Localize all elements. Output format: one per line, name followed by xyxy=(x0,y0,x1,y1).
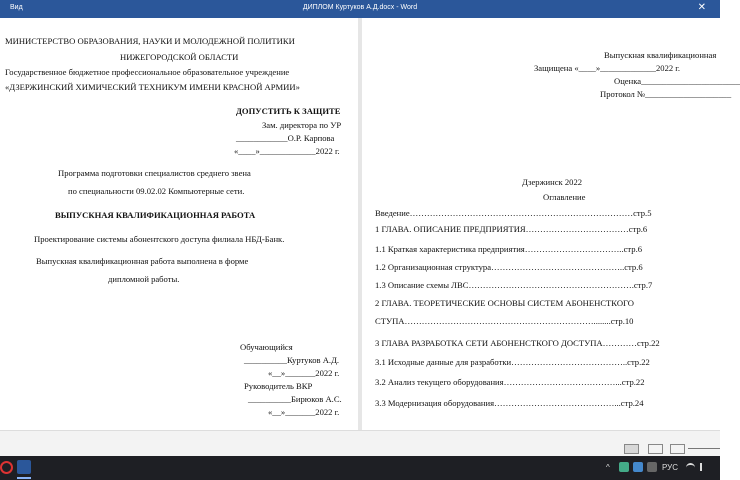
status-bar xyxy=(0,430,720,457)
toc-entry: 3.2 Анализ текущего оборудования…………………………………...стр.22 xyxy=(375,377,645,387)
word-app-icon[interactable] xyxy=(17,460,31,474)
recorder-icon[interactable] xyxy=(0,461,13,474)
toc-entry: 3 ГЛАВА РАЗРАБОТКА СЕТИ АБОНЕНСТКОГО ДОСТУПА…………стр.22 xyxy=(375,338,660,348)
toc-entry: 2 ГЛАВА. ТЕОРЕТИЧЕСКИЕ ОСНОВЫ СИСТЕМ АБОНЕНСТКОГО xyxy=(375,298,634,308)
web-layout-icon[interactable] xyxy=(670,444,685,454)
page-title-sheet[interactable] xyxy=(0,18,358,430)
grade-field: Оценка_______________________ xyxy=(614,76,740,86)
deputy-signature: ____________О.Р. Карпова xyxy=(236,133,335,143)
toc-entry: 1.3 Описание схемы ЛВС………………………………………………….стр.7 xyxy=(375,280,653,290)
chevron-up-icon[interactable]: ^ xyxy=(606,463,610,472)
institution-type: Государственное бюджетное профессиональное образовательное учреждение xyxy=(5,67,290,77)
institution-name: «ДЗЕРЖИНСКИЙ ХИМИЧЕСКИЙ ТЕХНИКУМ ИМЕНИ КРАСНОЙ АРМИИ» xyxy=(5,82,300,92)
deputy-position: Зам. директора по УР xyxy=(262,120,342,130)
supervisor-signature: __________Бирюков А.С. xyxy=(248,394,342,404)
toc-entry: 1.1 Краткая характеристика предприятия……………………………..стр.6 xyxy=(375,244,643,254)
read-mode-icon[interactable] xyxy=(624,444,639,454)
tray-app-icon[interactable] xyxy=(619,462,629,472)
form-line2: дипломной работы. xyxy=(108,274,180,284)
student-label: Обучающийся xyxy=(240,342,293,352)
active-app-indicator xyxy=(17,477,31,479)
print-layout-icon[interactable] xyxy=(648,444,663,454)
wifi-icon[interactable] xyxy=(686,463,695,472)
student-signature: __________Куртуков А.Д. xyxy=(244,355,340,365)
supervisor-label: Руководитель ВКР xyxy=(244,381,313,391)
document-title: ДИПЛОМ Куртуков А.Д.docx - Word xyxy=(302,4,418,11)
header-title: Выпускная квалификационная xyxy=(604,50,717,60)
tray-app-icon[interactable] xyxy=(647,462,657,472)
tray-app-icon[interactable] xyxy=(633,462,643,472)
form-line1: Выпускная квалификационная работа выполнена в форме xyxy=(36,256,249,266)
toc-entry: 3.3 Модернизация оборудования……………………………………...стр.24 xyxy=(375,398,644,408)
toc-entry: Введение……………………………………………………………………стр.5 xyxy=(375,208,652,218)
deputy-date: «____»_____________2022 г. xyxy=(234,146,340,156)
program-line2: по специальности 09.02.02 Компьютерные сети. xyxy=(68,186,245,196)
ministry-line2: НИЖЕГОРОДСКОЙ ОБЛАСТИ xyxy=(120,52,239,62)
ministry-line1: МИНИСТЕРСТВО ОБРАЗОВАНИЯ, НАУКИ И МОЛОДЕЖНОЙ ПОЛИТИКИ xyxy=(5,36,295,46)
work-topic: Проектирование системы абонентского доступа филиала НБД-Банк. xyxy=(34,234,285,244)
volume-icon[interactable] xyxy=(700,463,710,471)
program-line1: Программа подготовки специалистов среднего звена xyxy=(58,168,251,178)
defended-date: Защищена «____»_____________2022 г. xyxy=(534,63,681,73)
supervisor-date: «__»_______2022 г. xyxy=(268,407,340,417)
toc-entry: СТУПА…………………………………………………………........стр.10 xyxy=(375,316,634,326)
view-menu[interactable]: Вид xyxy=(10,4,23,11)
close-icon[interactable]: ✕ xyxy=(697,2,706,13)
protocol-field: Протокол №____________________ xyxy=(600,89,732,99)
language-indicator[interactable]: РУС xyxy=(662,463,679,472)
zoom-slider[interactable] xyxy=(688,448,720,449)
toc-entry: 3.1 Исходные данные для разработки…………………………………..стр.22 xyxy=(375,357,650,367)
admit-title: ДОПУСТИТЬ К ЗАЩИТЕ xyxy=(236,106,341,116)
toc-title: Оглавление xyxy=(543,192,586,202)
work-title: ВЫПУСКНАЯ КВАЛИФИКАЦИОННАЯ РАБОТА xyxy=(55,210,256,220)
title-bar xyxy=(0,0,720,18)
taskbar xyxy=(0,456,720,480)
toc-entry: 1 ГЛАВА. ОПИСАНИЕ ПРЕДПРИЯТИЯ………………………………стр.6 xyxy=(375,224,648,234)
city-year: Дзержинск 2022 xyxy=(522,177,583,187)
toc-entry: 1.2 Организационная структура………………………………………..стр.6 xyxy=(375,262,643,272)
page-contents[interactable] xyxy=(362,18,740,430)
student-date: «__»_______2022 г. xyxy=(268,368,340,378)
